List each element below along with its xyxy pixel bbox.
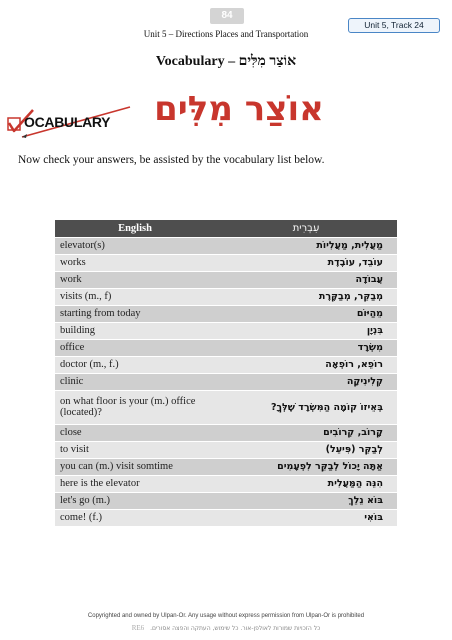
table-row xyxy=(55,305,397,322)
copyright-notice: Copyrighted and owned by Ulpan-Or. Any usage without express permission from Ulpan-Or is prohibited xyxy=(87,613,365,619)
table-row xyxy=(55,475,397,492)
page-number: 84 xyxy=(210,8,244,24)
table-row xyxy=(55,339,397,356)
unit-title: Unit 5 – Directions Places and Transportation xyxy=(143,29,309,39)
hebrew-term: מֵהַיּוֹם xyxy=(215,305,397,322)
english-term: you can (m.) visit somtime xyxy=(55,458,215,475)
english-term: doctor (m., f.) xyxy=(55,356,215,373)
hebrew-vocabulary-title: אוֹצַר מִלִּים xyxy=(154,89,324,129)
vocabulary-table xyxy=(55,220,397,527)
table-row xyxy=(55,509,397,526)
vocabulary-heading-hebrew: אוֹצַר מִלִּים xyxy=(238,54,297,69)
english-term: clinic xyxy=(55,373,215,390)
table-row xyxy=(55,254,397,271)
table-row xyxy=(55,458,397,475)
table-row xyxy=(55,288,397,305)
instruction-text: Now check your answers, be assisted by the vocabulary list below. xyxy=(18,154,325,166)
table-row xyxy=(55,424,397,441)
english-term: come! (f.) xyxy=(55,509,215,526)
hebrew-term: עוֹבֵד, עוֹבֶדֶת xyxy=(215,254,397,271)
hebrew-term: מַעֲלִית, מַעֲלִיוֹת xyxy=(215,237,397,254)
english-term: to visit xyxy=(55,441,215,458)
column-header-english: English xyxy=(55,220,215,237)
vocabulary-heading xyxy=(0,54,452,70)
table-row xyxy=(55,322,397,339)
english-term: works xyxy=(55,254,215,271)
hebrew-term: קְלִינִיקָה xyxy=(215,373,397,390)
hebrew-term: בְּאֵיזוֹ קוֹמָה הַמִּשְׂרָד שֶׁלְּךָ? xyxy=(215,390,397,424)
english-term: let's go (m.) xyxy=(55,492,215,509)
english-term: visits (m., f) xyxy=(55,288,215,305)
hebrew-term: הִנֵּה הַמַּעֲלִית xyxy=(215,475,397,492)
table-row xyxy=(55,373,397,390)
hebrew-term: בּוֹא נֵלֵךְ xyxy=(215,492,397,509)
table-row xyxy=(55,441,397,458)
hebrew-term: בִּנְיָן xyxy=(215,322,397,339)
column-header-hebrew: עִבְרִית xyxy=(215,220,397,237)
hebrew-term: לְבַקֵּר (פִּיעֵל) xyxy=(215,441,397,458)
hebrew-term: בּוֹאִי xyxy=(215,509,397,526)
english-term: on what floor is your (m.) office (located)? xyxy=(55,390,215,424)
english-term: office xyxy=(55,339,215,356)
english-term: close xyxy=(55,424,215,441)
hebrew-term: עֲבוֹדָה xyxy=(215,271,397,288)
vocabulary-heading-english: Vocabulary – xyxy=(155,54,236,69)
table-row xyxy=(55,492,397,509)
footer-notice xyxy=(0,624,452,632)
english-term: work xyxy=(55,271,215,288)
hebrew-term: קָרוֹב, קְרוֹבִים xyxy=(215,424,397,441)
vocabulary-logo-text: OCABULARY xyxy=(24,114,111,130)
table-row xyxy=(55,271,397,288)
english-term: here is the elevator xyxy=(55,475,215,492)
english-term: starting from today xyxy=(55,305,215,322)
table-row xyxy=(55,237,397,254)
table-header-row xyxy=(55,220,397,237)
hebrew-term: מְבַקֵּר, מְבַקֶּרֶת xyxy=(215,288,397,305)
hebrew-term: אַתָּה יָכוֹל לְבַקֵּר לִפְעָמִים xyxy=(215,458,397,475)
audio-track-button[interactable]: Unit 5, Track 24 xyxy=(348,18,440,33)
footer-code: RE6 xyxy=(131,624,145,632)
table-row xyxy=(55,356,397,373)
table-row xyxy=(55,390,397,424)
hebrew-copyright-notice: כל הזכויות שמורות לאולפן-אור. כל שימוש, העתקה והפצה אסורים. xyxy=(150,625,321,632)
hebrew-term: רוֹפֵא, רוֹפְאָה xyxy=(215,356,397,373)
english-term: building xyxy=(55,322,215,339)
hebrew-term: מִשְׂרָד xyxy=(215,339,397,356)
english-term: elevator(s) xyxy=(55,237,215,254)
